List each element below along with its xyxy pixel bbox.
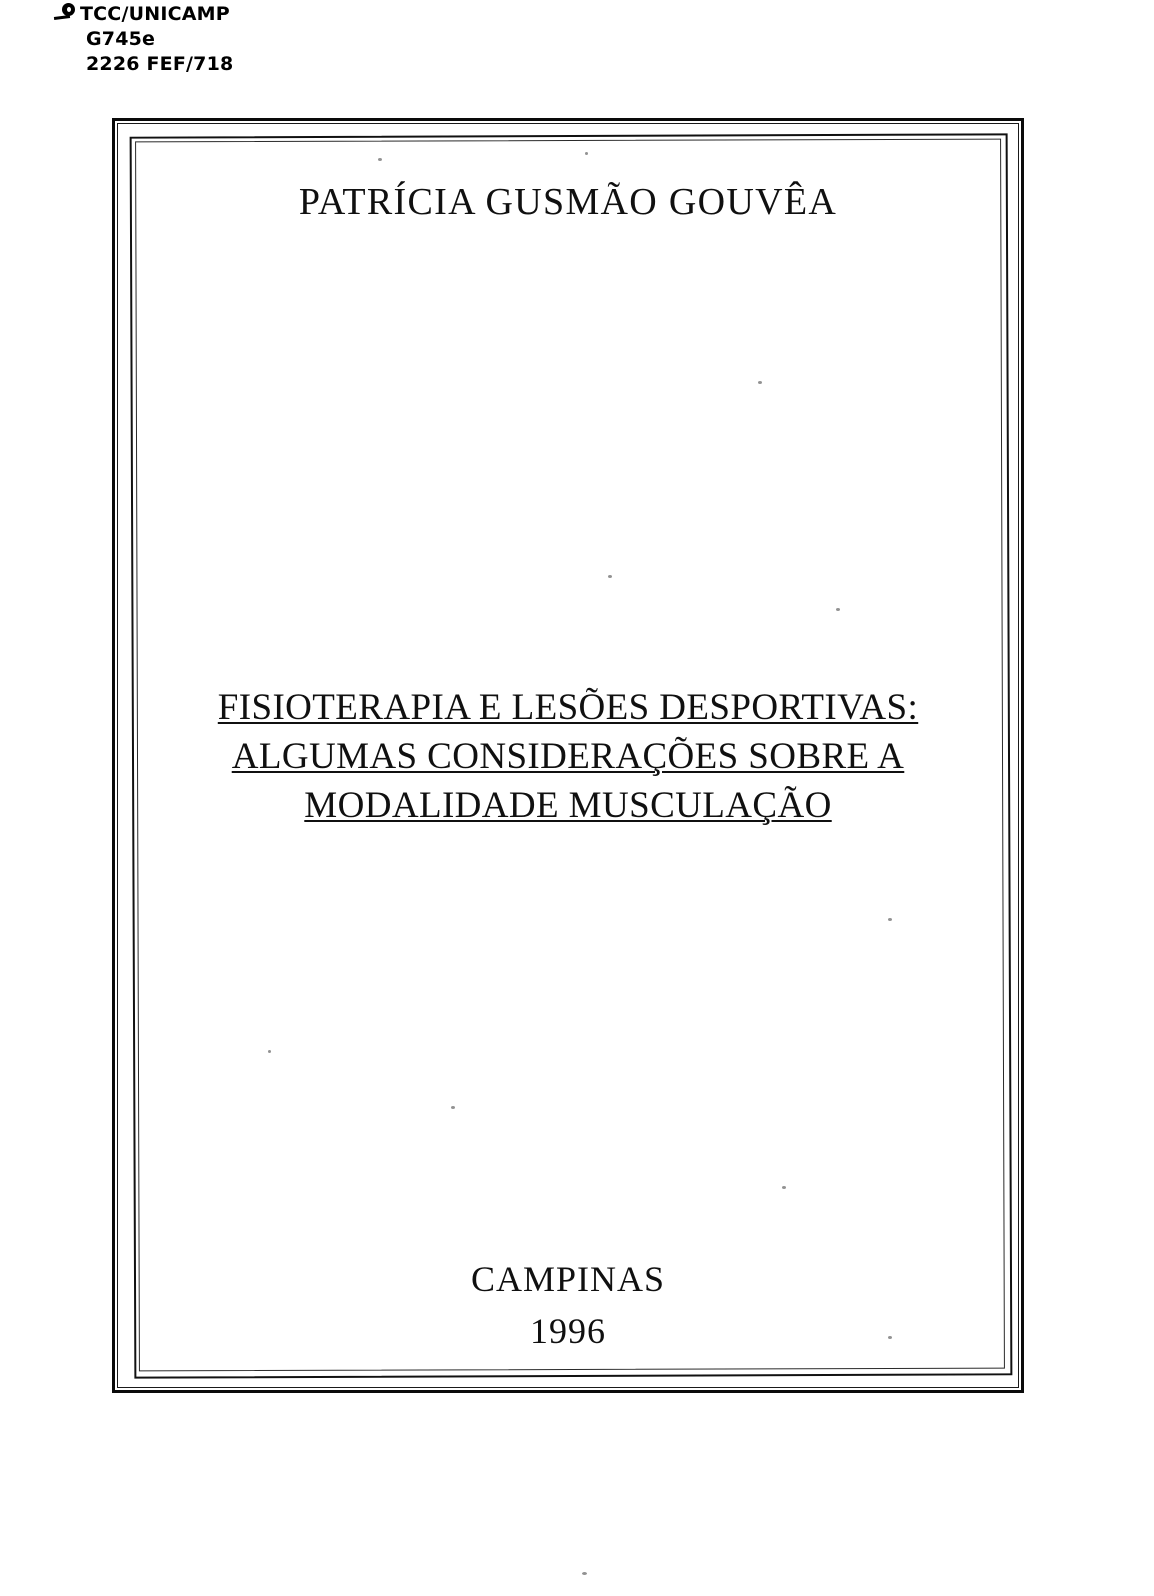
title-line-3: MODALIDADE MUSCULAÇÃO [304,785,832,827]
document-title [112,683,1024,831]
scan-speck [585,152,588,155]
scan-speck [888,918,892,921]
stamp-call-number: G745e [86,28,156,51]
publication-year: 1996 [530,1311,606,1351]
scan-speck [608,575,612,578]
library-stamp [48,2,233,77]
scan-speck [836,608,840,611]
scan-speck [378,158,382,161]
cover-content [112,118,1024,1393]
scan-speck [451,1106,455,1109]
title-line-1: FISIOTERAPIA E LESÕES DESPORTIVAS: [217,687,919,728]
publication-place: CAMPINAS [470,1259,666,1299]
ink-blot-icon [54,2,80,24]
scan-speck [582,1572,587,1575]
title-line-2: ALGUMAS CONSIDERAÇÕES SOBRE A [231,736,905,778]
stamp-collection: TCC/UNICAMP [80,3,230,25]
author-name: PATRÍCIA GUSMÃO GOUVÊA [298,181,838,223]
scan-speck [758,381,762,384]
scan-speck [782,1186,786,1189]
scan-speck [888,1336,892,1339]
stamp-item-code: 2226 FEF/718 [86,53,234,76]
scan-speck [268,1050,271,1053]
